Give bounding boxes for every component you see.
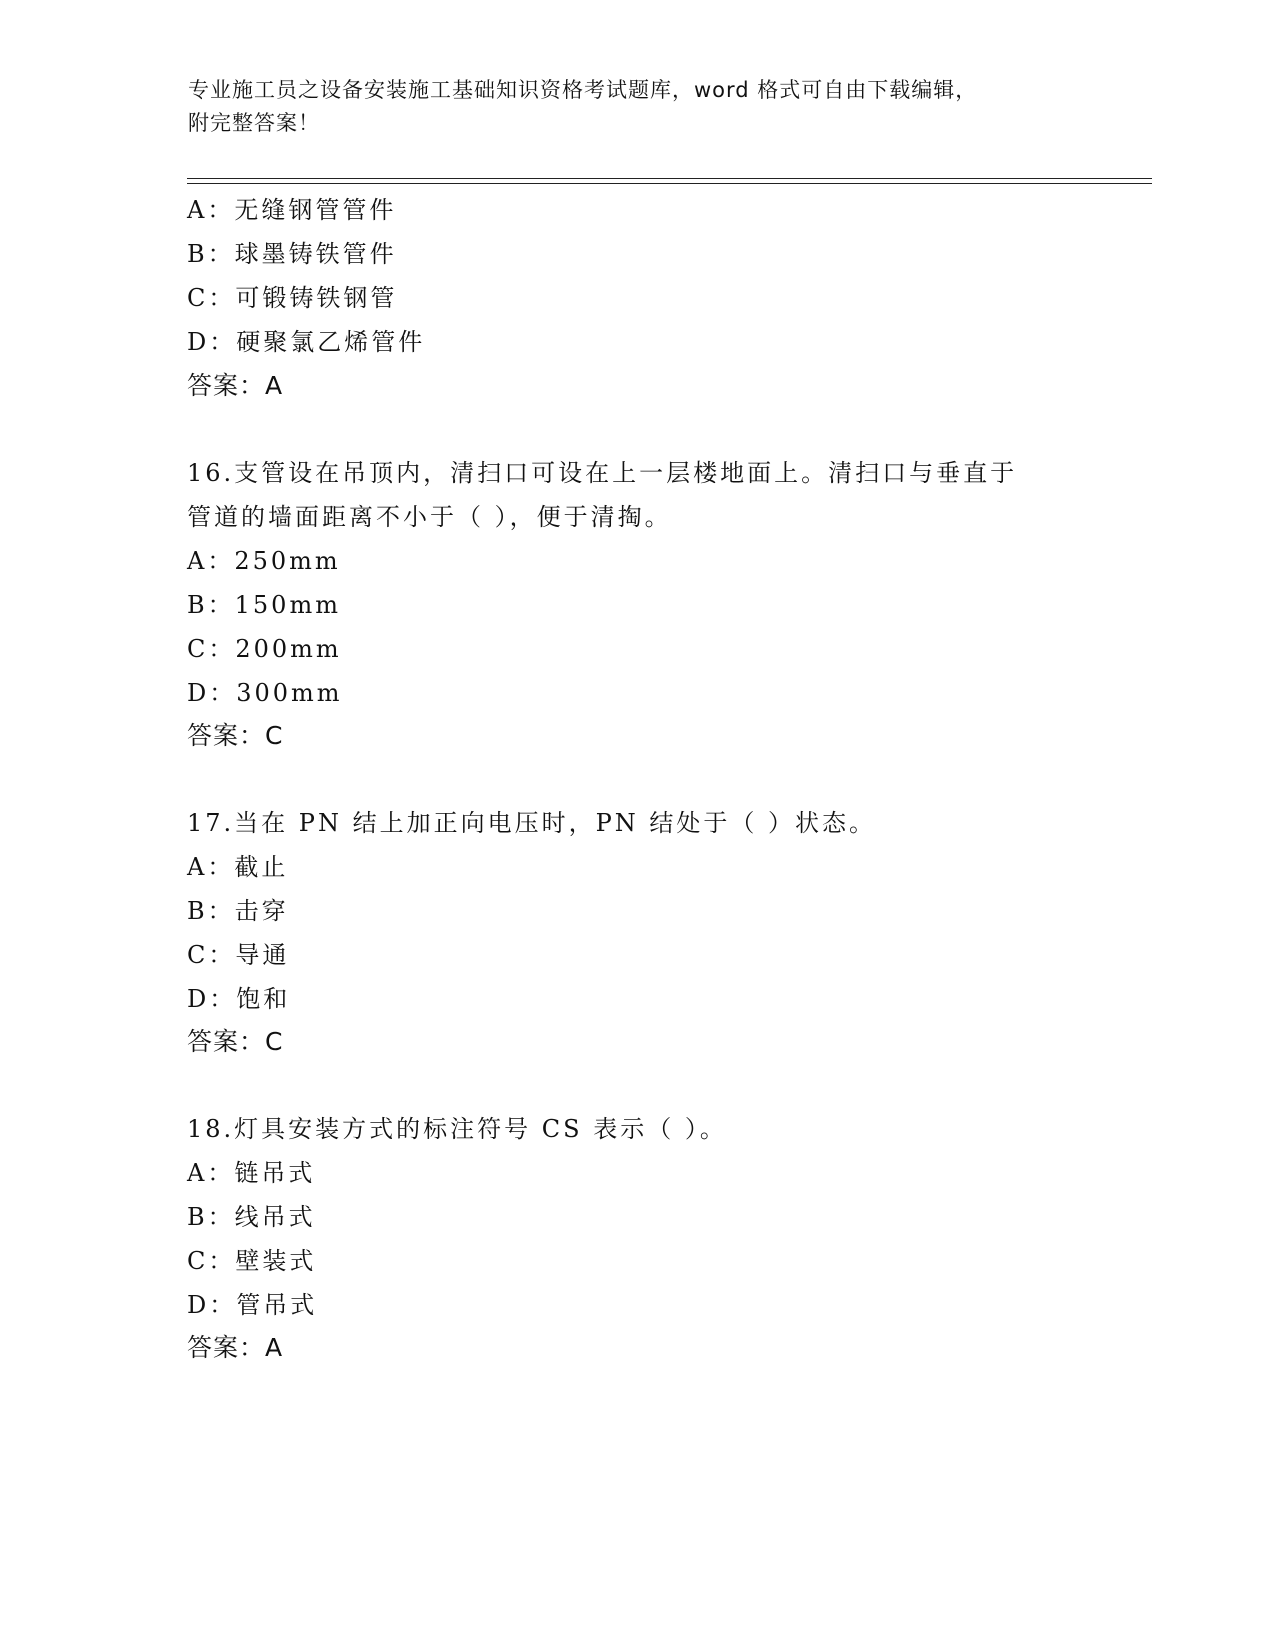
q18-option-c: C：壁装式 — [187, 1247, 317, 1275]
q18-answer: 答案：A — [187, 1333, 284, 1362]
q17-option-b: B：击穿 — [187, 897, 289, 925]
q15-option-d: D：硬聚氯乙烯管件 — [187, 328, 426, 356]
q16-option-a: A：250mm — [187, 547, 341, 575]
q17-option-c: C：导通 — [187, 941, 290, 969]
q15-option-c: C：可锻铸铁钢管 — [187, 284, 398, 312]
q17-option-a: A：截止 — [187, 853, 289, 881]
q16-stem-line-2: 管道的墙面距离不小于（ ），便于清掏。 — [187, 503, 672, 531]
header-divider-top — [187, 178, 1152, 179]
q17-answer: 答案：C — [187, 1027, 284, 1056]
q16-option-b: B：150mm — [187, 591, 341, 619]
q16-answer: 答案：C — [187, 721, 284, 750]
q18-stem-line-1: 18.灯具安装方式的标注符号 CS 表示（ ）。 — [187, 1115, 727, 1143]
q17-stem-line-1: 17.当在 PN 结上加正向电压时，PN 结处于（ ）状态。 — [187, 809, 876, 837]
q16-option-c: C：200mm — [187, 635, 342, 663]
q18-option-b: B：线吊式 — [187, 1203, 316, 1231]
q17-option-d: D：饱和 — [187, 985, 291, 1013]
header-divider-bottom — [187, 183, 1152, 184]
document-header — [188, 74, 1088, 140]
q16-option-d: D：300mm — [187, 679, 343, 707]
header-line-2: 附完整答案！ — [188, 111, 320, 135]
header-line-1: 专业施工员之设备安装施工基础知识资格考试题库，word 格式可自由下载编辑， — [188, 78, 978, 102]
q15-answer: 答案：A — [187, 371, 284, 400]
q15-option-b: B：球墨铸铁管件 — [187, 240, 397, 268]
q15-option-a: A：无缝钢管管件 — [187, 196, 397, 224]
q18-option-d: D：管吊式 — [187, 1291, 318, 1319]
q18-option-a: A：链吊式 — [187, 1159, 316, 1187]
q16-stem-line-1: 16.支管设在吊顶内，清扫口可设在上一层楼地面上。清扫口与垂直于 — [187, 459, 1018, 487]
